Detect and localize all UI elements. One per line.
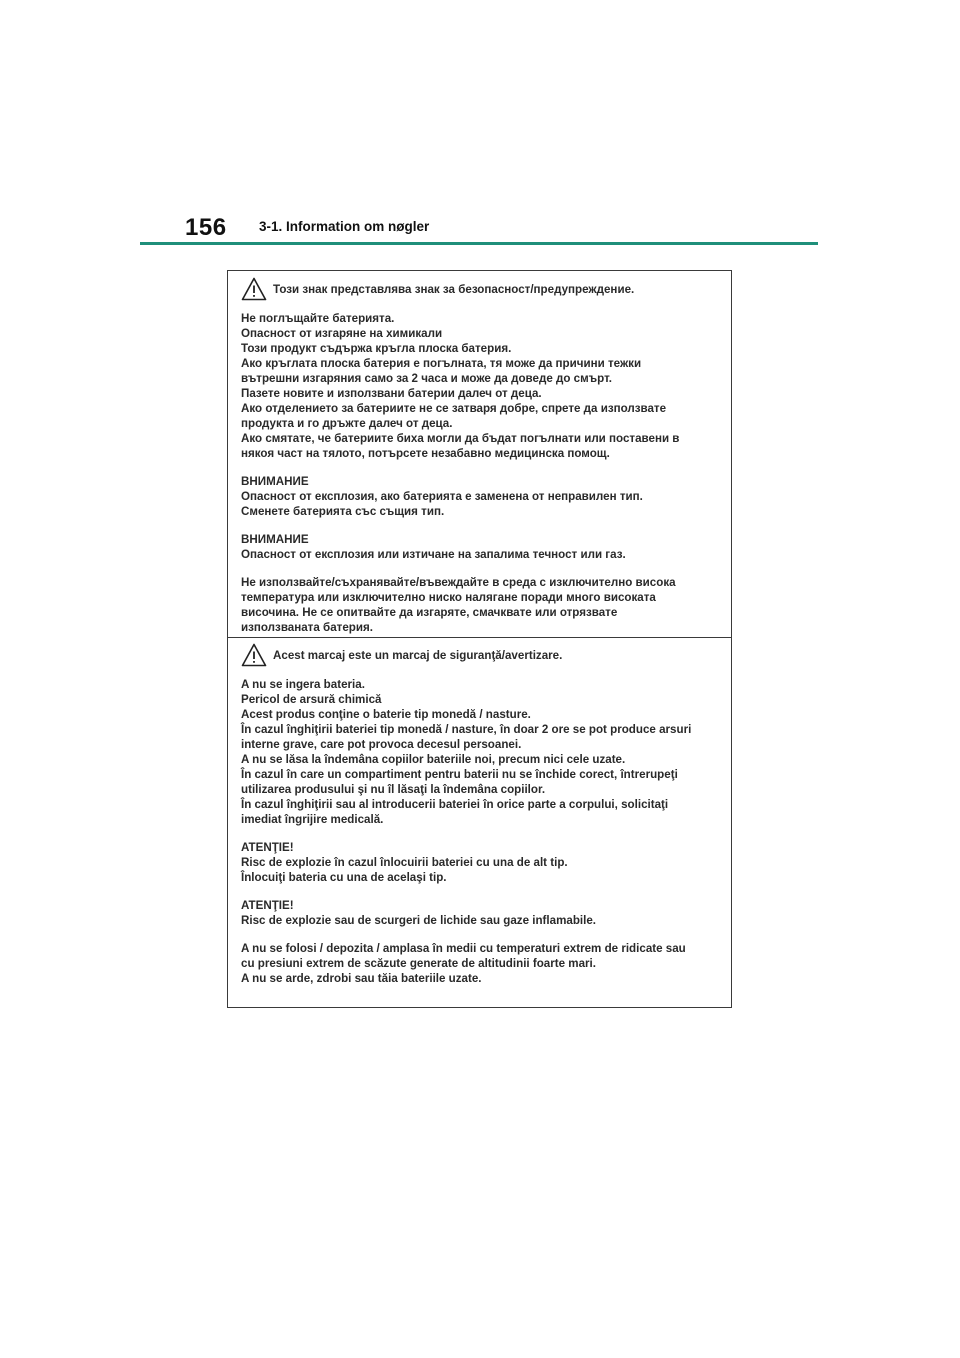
paragraph-ingestion (241, 677, 725, 827)
text-line: Не поглъщайте батерията. (241, 312, 395, 325)
paragraph-caution-leak (241, 898, 725, 928)
text-line: Risc de explozie sau de scurgeri de lichide sau gaze inflamabile. (241, 914, 597, 927)
text-line: A nu se arde, zdrobi sau tăia bateriile uzate. (241, 972, 482, 985)
text-line: Înlocuiţi bateria cu una de acelaşi tip. (241, 871, 447, 884)
paragraph-caution-leak (241, 532, 725, 562)
text-line: Pericol de arsură chimică (241, 693, 382, 706)
text-line: използваната батерия. (241, 621, 373, 634)
warning-triangle-icon (241, 643, 267, 667)
text-line: Пазете новите и използвани батерии далеч от деца. (241, 387, 542, 400)
paragraph-extreme-conditions (241, 941, 725, 986)
text-line: Опасност от експлозия, ако батерията е заменена от неправилен тип. (241, 490, 643, 503)
warning-triangle-icon (241, 277, 267, 301)
safety-symbol-line (241, 277, 725, 301)
safety-symbol-line (241, 643, 725, 667)
text-line: În cazul înghiţirii bateriei tip monedă / nasture, în doar 2 ore se pot produce arsuri (241, 723, 692, 736)
text-line: ВНИМАНИЕ (241, 475, 309, 488)
paragraph-ingestion (241, 311, 725, 461)
text-line: A nu se folosi / depozita / amplasa în medii cu temperaturi extrem de ridicate sau (241, 942, 686, 955)
text-line: Не използвайте/съхранявайте/въвеждайте в среда с изключително висока (241, 576, 676, 589)
text-line: imediat îngrijire medicală. (241, 813, 384, 826)
text-line: Risc de explozie în cazul înlocuirii bateriei cu una de alt tip. (241, 856, 568, 869)
text-line: În cazul înghiţirii sau al introducerii bateriei în orice parte a corpului, solicitaţi (241, 798, 669, 811)
warning-panel-romanian (228, 637, 731, 1007)
text-line: ВНИМАНИЕ (241, 533, 309, 546)
text-line: Опасност от изгаряне на химикали (241, 327, 443, 340)
text-line: Сменете батерията със същия тип. (241, 505, 445, 518)
battery-warning-box (227, 270, 732, 1008)
text-line: cu presiuni extrem de scăzute generate de altitudinii foarte mari. (241, 957, 597, 970)
text-line: interne grave, care pot provoca decesul persoanei. (241, 738, 522, 751)
text-line: Ако смятате, че батериите биха могли да бъдат погълнати или поставени в (241, 432, 680, 445)
text-line: ATENŢIE! (241, 899, 294, 912)
text-line: Ако отделението за батериите не се затваря добре, спрете да използвате (241, 402, 667, 415)
section-title: 3-1. Information om nøgler (259, 219, 430, 234)
safety-symbol-text: Acest marcaj este un marcaj de siguranţă/avertizare. (273, 648, 563, 662)
text-line: продукта и го дръжте далеч от деца. (241, 417, 453, 430)
text-line: utilizarea produsului şi nu îl lăsaţi la îndemâna copiilor. (241, 783, 546, 796)
text-line: вътрешни изгаряния само за 2 часа и може да доведе до смърт. (241, 372, 612, 385)
text-line: ATENŢIE! (241, 841, 294, 854)
text-line: A nu se lăsa la îndemâna copiilor bateriile noi, precum nici cele uzate. (241, 753, 626, 766)
text-line: някоя част на тялото, потърсете незабавно медицинска помощ. (241, 447, 610, 460)
paragraph-extreme-conditions (241, 575, 725, 635)
text-line: Този продукт съдържа кръгла плоска батерия. (241, 342, 512, 355)
paragraph-caution-wrong-type (241, 840, 725, 885)
warning-panel-bulgarian (228, 271, 731, 637)
paragraph-caution-wrong-type (241, 474, 725, 519)
text-line: височина. Не се опитвайте да изгаряте, смачквате или отрязвате (241, 606, 618, 619)
text-line: Опасност от експлозия или изтичане на запалима течност или газ. (241, 548, 626, 561)
text-line: Ако кръглата плоска батерия е погълната, тя може да причини тежки (241, 357, 642, 370)
text-line: Acest produs conţine o baterie tip monedă / nasture. (241, 708, 531, 721)
header-rule (140, 242, 818, 245)
safety-symbol-text: Този знак представлява знак за безопасност/предупреждение. (273, 282, 635, 296)
page-number: 156 (185, 214, 227, 241)
text-line: În cazul în care un compartiment pentru baterii nu se închide corect, întrerupeţi (241, 768, 678, 781)
text-line: A nu se ingera bateria. (241, 678, 365, 691)
text-line: температура или изключително ниско налягане поради много високата (241, 591, 656, 604)
